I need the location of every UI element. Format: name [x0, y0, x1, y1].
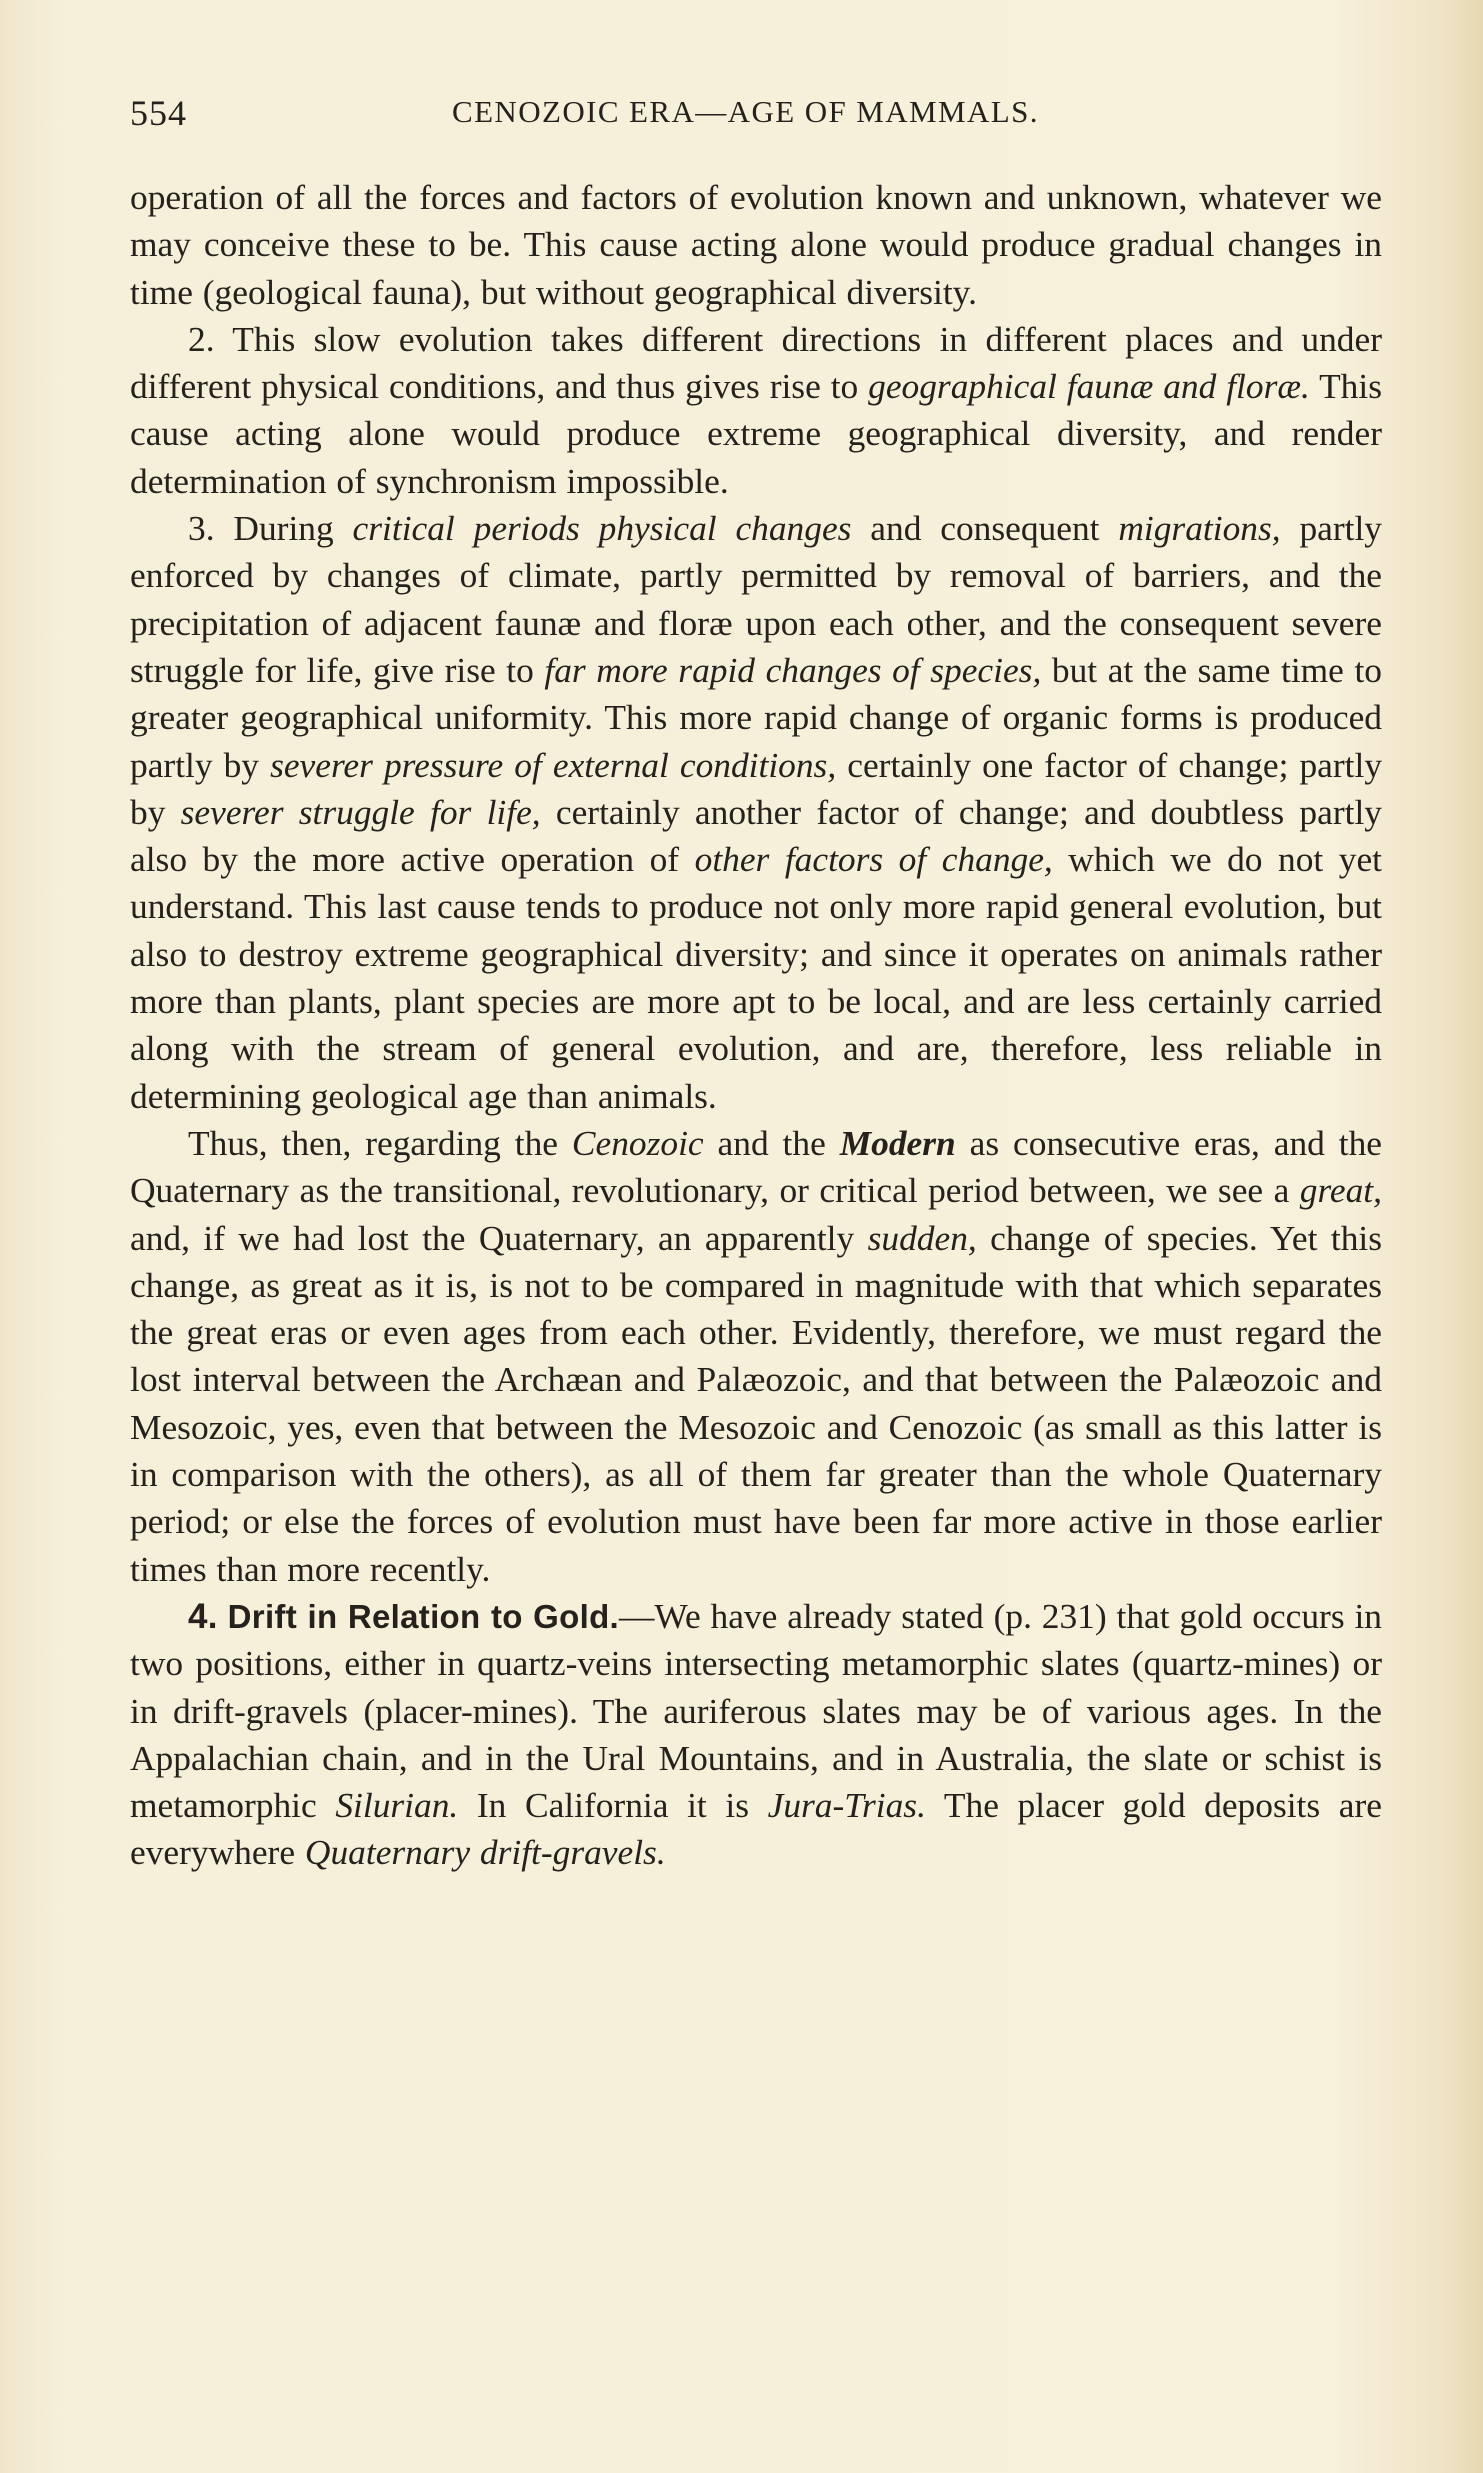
emphasis-run: Jura-Trias.: [767, 1785, 926, 1826]
text-run: change of species. Yet this change, as great as it is, is not to be compared in magnitude with that which separates the great eras or even ages from each other. Evidently, therefore, we must regard the lost interval between the Archæan and Palæozoic, and that between the Palæozoic and Mesozoic, yes, even that between the Mesozoic and Cenozoic (as small as this latter is in comparison with the others), as all of them far greater than the whole Quaternary period; or else the forces of evolution must have been far more active in those earlier times than more recently.: [130, 1217, 1382, 1589]
text-run: which we do not yet understand. This last cause tends to produce not only more rapid general evolution, but also to destroy extreme geographical diversity; and since it operates on animals rather more than plants, plant species are more apt to be local, and are less certainly carried along with the stream of general evolution, and are, therefore, less reliable in determining geological age than animals.: [130, 839, 1382, 1116]
text-run: as consecutive eras, and the Quaternary as the transitional, revolutionary, or critical period between, we see a: [130, 1122, 1382, 1211]
text-run: certainly one factor of change; partly by: [130, 744, 1383, 832]
text-run: and the: [703, 1122, 840, 1163]
page-header: [130, 88, 1380, 144]
section-heading: Drift in Relation to Gold.: [227, 1597, 619, 1635]
text-run: 2. This slow evolution takes different directions in different places and under different physical conditions, and thus gives rise to: [130, 318, 1382, 407]
text-run: Thus, then, regarding the: [188, 1122, 572, 1163]
emphasis-run: great,: [1299, 1170, 1382, 1211]
body-text: [130, 174, 1382, 1877]
text-run: This cause acting alone would produce extreme geographical diversity, and render determination of synchronism impossible.: [130, 366, 1382, 501]
text-run: but at the same time to greater geographical uniformity. This more rapid change of organic forms is produced partly by: [130, 649, 1383, 785]
section-number: 4.: [188, 1596, 218, 1636]
text-run: certainly another factor of change; and doubtless partly also by the more active operation of: [130, 791, 1382, 880]
emphasis-run: Silurian.: [335, 1785, 459, 1826]
text-run: and, if we had lost the Quaternary, an apparently: [130, 1217, 868, 1258]
paragraph-2: [130, 316, 1382, 505]
emphasis-run: severer struggle for life,: [180, 791, 541, 832]
emphasis-run: Cenozoic: [571, 1122, 704, 1163]
emphasis-run: geographical faunæ and floræ.: [868, 366, 1310, 407]
emphasis-run: sudden,: [867, 1217, 977, 1258]
text-run: 3. During: [188, 508, 353, 549]
emphasis-run: critical periods physical changes: [352, 508, 852, 549]
running-title: CENOZOIC ERA—AGE OF MAMMALS.: [452, 94, 1039, 129]
text-run: partly enforced by changes of climate, partly permitted by removal of barriers, and the precipitation of adjacent faunæ and floræ upon each other, and the consequent severe struggle for life, give rise to: [130, 508, 1382, 690]
emphasis-run: other factors of change,: [694, 839, 1053, 880]
text-run: In California it is: [458, 1785, 768, 1826]
paragraph-3: [130, 505, 1382, 1120]
text-run: —We have already stated (p. 231) that gold occurs in two positions, either in quartz-veins intersecting metamorphic slates (quartz-mines) or in drift-gravels (placer-mines). The auriferous slates may be of various ages. In the Appalachian chain, and in the Ural Mountains, and in Australia, the slate or schist is metamorphic: [130, 1595, 1382, 1826]
emphasis-run: Modern: [839, 1122, 956, 1163]
emphasis-run: far more rapid changes of species,: [544, 649, 1042, 690]
emphasis-run: severer pressure of external conditions,: [270, 744, 837, 785]
paragraph-5: [130, 1593, 1382, 1877]
text-run: The placer gold deposits are everywhere: [130, 1785, 1382, 1873]
emphasis-run: Quaternary drift-gravels.: [304, 1832, 666, 1873]
paragraph-continuation: [130, 174, 1382, 316]
paragraph-4: [130, 1120, 1382, 1593]
page-number: 554: [130, 93, 187, 133]
paragraph-text: operation of all the forces and factors of evolution known and unknown, whatever we may conceive these to be. This cause acting alone would produce gradual changes in time (geological fauna), but without geographical diversity.: [130, 177, 1382, 312]
text-run: and consequent: [851, 508, 1119, 549]
emphasis-run: migrations,: [1118, 508, 1281, 549]
